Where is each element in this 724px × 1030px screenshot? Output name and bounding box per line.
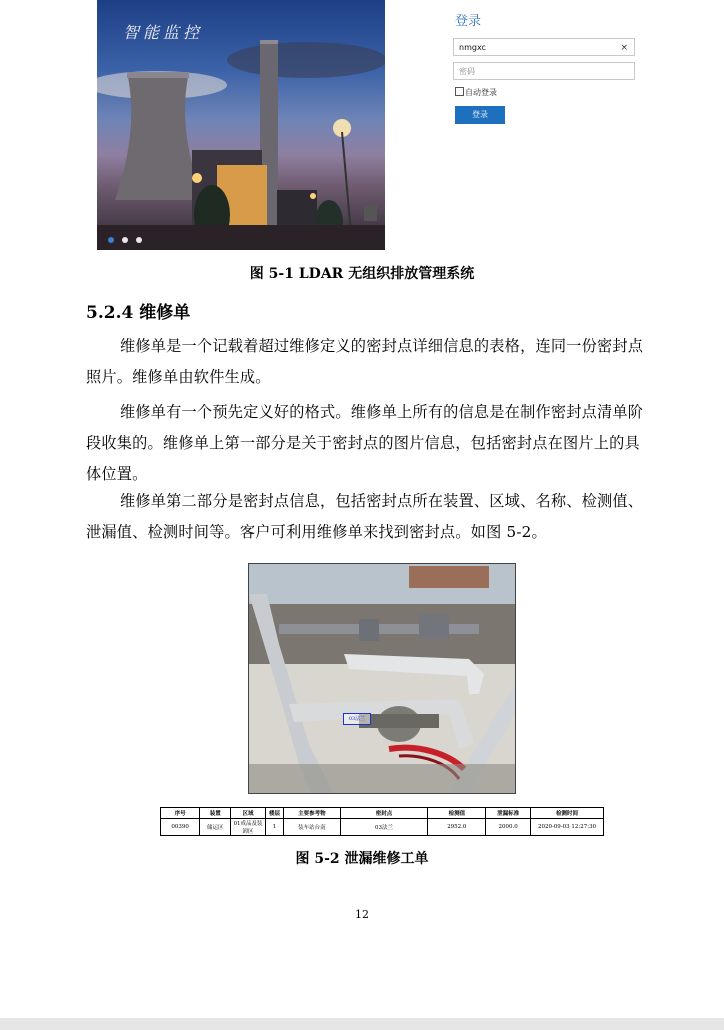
- column-header: 区域: [231, 808, 266, 819]
- username-value: nmgxc: [459, 43, 486, 52]
- figure-caption-2: 图 5-2 泄漏维修工单: [295, 851, 429, 867]
- paragraph-3: 维修单第二部分是密封点信息，包括密封点所在装置、区域、名称、检测值、泄漏值、检测时间等。客户可利用维修单来找到密封点。如图 5-2。: [86, 492, 644, 541]
- table-cell: 01成品及装卸区: [231, 819, 266, 836]
- password-placeholder: 密码: [459, 67, 475, 76]
- table-cell: 2952.0: [428, 819, 486, 836]
- password-input[interactable]: [453, 62, 635, 80]
- seal-point-photo: [248, 563, 516, 794]
- table-cell: 2020-09-03 12:27:30: [531, 819, 604, 836]
- column-header: 序号: [161, 808, 200, 819]
- remember-login-row[interactable]: [455, 87, 497, 98]
- page-number: 12: [355, 908, 369, 921]
- banner-slogan: 智能监控: [123, 23, 204, 42]
- table-cell: 2000.0: [486, 819, 531, 836]
- column-header: 装置: [200, 808, 231, 819]
- column-header: 主要参考物: [284, 808, 341, 819]
- seal-point-marker: 03法兰: [343, 713, 371, 725]
- carousel-dot-2[interactable]: [122, 237, 128, 243]
- column-header: 楼层: [265, 808, 283, 819]
- carousel-dot-3[interactable]: [136, 237, 142, 243]
- table-cell: 03法兰: [340, 819, 428, 836]
- figure-caption-1: 图 5-1 LDAR 无组织排放管理系统: [249, 266, 475, 282]
- pipeline-illustration: [249, 564, 515, 793]
- column-header: 密封点: [340, 808, 428, 819]
- login-banner-photo: [97, 0, 385, 250]
- column-header: 检测时间: [531, 808, 604, 819]
- work-order-table: [160, 807, 604, 836]
- login-button[interactable]: 登录: [455, 106, 505, 124]
- table-cell: 1: [265, 819, 283, 836]
- remember-checkbox[interactable]: [455, 87, 464, 96]
- table-row: [161, 819, 604, 836]
- viewer-bottom-bar: [0, 1018, 724, 1030]
- table-cell: 装车站台南: [284, 819, 341, 836]
- column-header: 泄漏标准: [486, 808, 531, 819]
- username-input[interactable]: [453, 38, 635, 56]
- table-cell: 00390: [161, 819, 200, 836]
- table-cell: 储运区: [200, 819, 231, 836]
- column-header: 检测值: [428, 808, 486, 819]
- paragraph-1: 维修单是一个记载着超过维修定义的密封点详细信息的表格，连同一份密封点照片。维修单由软件生成。: [86, 337, 644, 386]
- table-header-row: [161, 808, 604, 819]
- remember-label: 自动登录: [465, 88, 497, 97]
- login-title: 登录: [455, 14, 482, 29]
- paragraph-2: 维修单有一个预先定义好的格式。维修单上所有的信息是在制作密封点清单阶段收集的。维修单上第一部分是关于密封点的图片信息，包括密封点在图片上的具体位置。: [86, 403, 644, 483]
- section-heading: 5.2.4 维修单: [86, 303, 191, 323]
- carousel-dot-1[interactable]: [108, 237, 114, 243]
- clear-icon[interactable]: ×: [620, 43, 628, 53]
